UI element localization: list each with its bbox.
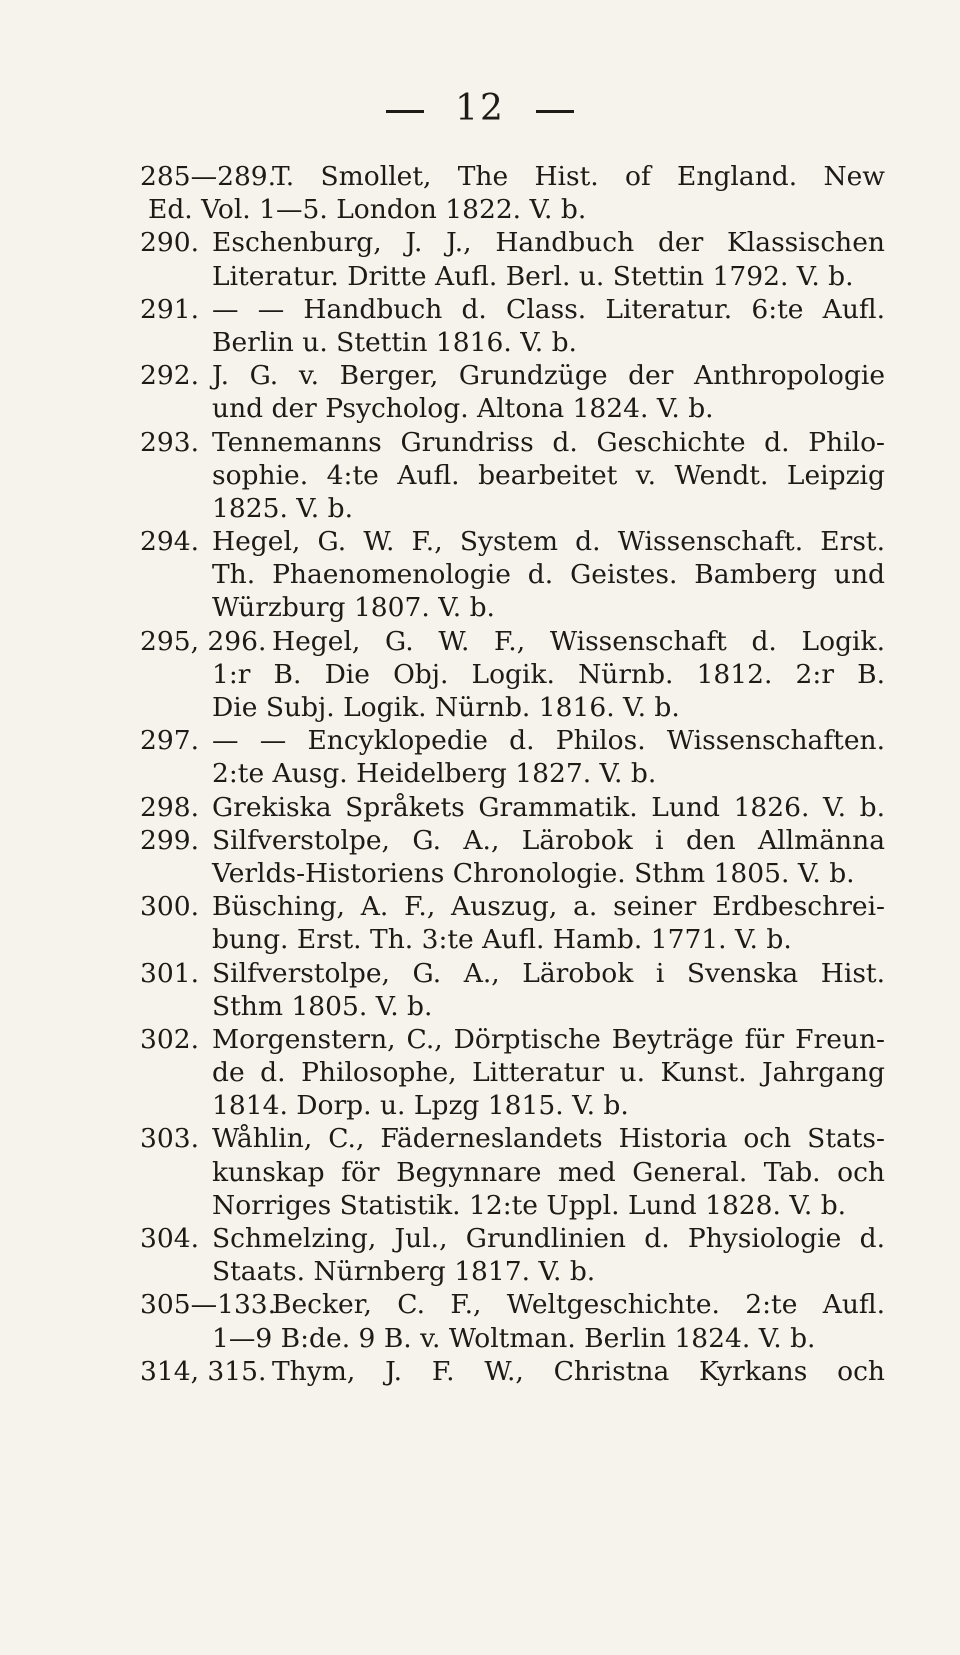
catalog-entry	[140, 1355, 885, 1388]
page-header	[0, 88, 960, 129]
entry-number: 304.	[140, 1223, 200, 1254]
entry-text: Sthm 1805. V. b.	[212, 990, 433, 1022]
entry-line	[140, 1056, 885, 1089]
catalog-entry	[140, 525, 885, 625]
entry-text: Ed. Vol. 1—5. London 1822. V. b.	[148, 194, 587, 226]
catalog-entry	[140, 359, 885, 425]
entry-line	[140, 525, 885, 558]
entry-text: J. G. v. Berger, Grundzüge der Anthropologie	[212, 360, 885, 392]
entry-text: kunskap för Begynnare med General. Tab. och	[212, 1156, 885, 1188]
entry-text: de d. Philosophe, Litteratur u. Kunst. Jahrgang	[212, 1057, 885, 1089]
entry-line	[140, 990, 885, 1023]
entry-line	[140, 625, 885, 658]
entry-line	[140, 658, 885, 691]
entry-text: 1814. Dorp. u. Lpzg 1815. V. b.	[212, 1090, 629, 1122]
catalog-entry	[140, 160, 885, 226]
catalog-entry	[140, 890, 885, 956]
entry-line	[140, 293, 885, 326]
entry-line	[140, 957, 885, 990]
entry-line	[140, 558, 885, 591]
catalog-entry	[140, 1023, 885, 1123]
entry-line	[140, 226, 885, 259]
entry-number: 314, 315.	[140, 1355, 267, 1387]
entry-line	[140, 857, 885, 890]
entry-text: Berlin u. Stettin 1816. V. b.	[212, 326, 577, 358]
entry-line	[140, 1089, 885, 1122]
entry-text: 2:te Ausg. Heidelberg 1827. V. b.	[212, 758, 657, 790]
entry-text: Verlds-Historiens Chronologie. Sthm 1805. V. b.	[212, 857, 855, 889]
entry-number: 285—289.	[140, 161, 277, 192]
entry-line	[140, 359, 885, 392]
entry-number: 298.	[140, 791, 200, 823]
entry-line	[140, 326, 885, 359]
entry-line	[140, 1322, 885, 1355]
entry-text: — — Encyklopedie d. Philos. Wissenschaften.	[212, 725, 885, 757]
entry-text: Literatur. Dritte Aufl. Berl. u. Stettin 1792. V. b.	[212, 260, 854, 292]
entry-text: Eschenburg, J. J., Handbuch der Klassischen	[212, 227, 885, 259]
entry-text: Norriges Statistik. 12:te Uppl. Lund 1828. V. b.	[212, 1189, 847, 1221]
entry-text: T. Smollet, The Hist. of England. New	[272, 161, 885, 192]
entry-line	[140, 459, 885, 492]
catalog-entry	[140, 293, 885, 359]
entry-line	[140, 923, 885, 956]
entry-line	[140, 193, 885, 226]
entry-line	[140, 1288, 885, 1321]
catalog-entry	[140, 1288, 885, 1354]
entry-text: Grekiska Språkets Grammatik. Lund 1826. V. b.	[212, 791, 885, 823]
entry-number: 302.	[140, 1023, 200, 1055]
entry-text: Silfverstolpe, G. A., Lärobok i den Allmänna	[212, 824, 885, 856]
entry-line	[140, 492, 885, 525]
entry-text: 1:r B. Die Obj. Logik. Nürnb. 1812. 2:r B.	[212, 658, 885, 690]
entry-text: Die Subj. Logik. Nürnb. 1816. V. b.	[212, 692, 680, 723]
entry-line	[140, 1156, 885, 1189]
entry-number: 305—133.	[140, 1289, 277, 1321]
entry-line	[140, 392, 885, 425]
entry-text: — — Handbuch d. Class. Literatur. 6:te Aufl.	[212, 293, 885, 325]
entry-text: Wåhlin, C., Fäderneslandets Historia och Stats-	[212, 1123, 885, 1155]
entry-line	[140, 1355, 885, 1388]
entry-text: Schmelzing, Jul., Grundlinien d. Physiologie d.	[212, 1223, 885, 1254]
entry-line	[140, 591, 885, 624]
entry-number: 300.	[140, 891, 200, 923]
header-dash-right	[536, 110, 574, 113]
entry-line	[140, 724, 885, 757]
catalog-entry	[140, 625, 885, 725]
entry-number: 299.	[140, 824, 200, 856]
entry-line	[140, 691, 885, 724]
catalog-entries	[140, 160, 885, 1388]
entry-text: Silfverstolpe, G. A., Lärobok i Svenska Hist.	[212, 957, 885, 989]
entry-number: 292.	[140, 360, 200, 392]
entry-number: 301.	[140, 957, 200, 989]
entry-line	[140, 1189, 885, 1222]
entry-line	[140, 1255, 885, 1288]
entry-text: Hegel, G. W. F., Wissenschaft d. Logik.	[272, 625, 885, 657]
entry-line	[140, 1023, 885, 1056]
entry-line	[140, 757, 885, 790]
catalog-entry	[140, 426, 885, 526]
entry-line	[140, 791, 885, 824]
catalog-entry	[140, 724, 885, 790]
entry-line	[140, 260, 885, 293]
entry-text: Th. Phaenomenologie d. Geistes. Bamberg und	[212, 559, 885, 591]
entry-text: bung. Erst. Th. 3:te Aufl. Hamb. 1771. V. b.	[212, 924, 792, 956]
entry-number: 290.	[140, 227, 200, 259]
entry-text: Morgenstern, C., Dörptische Beyträge für Freun-	[212, 1023, 885, 1055]
entry-text: Würzburg 1807. V. b.	[212, 592, 495, 624]
entry-text: Hegel, G. W. F., System d. Wissenschaft. Erst.	[212, 526, 885, 558]
catalog-entry	[140, 957, 885, 1023]
catalog-entry	[140, 1122, 885, 1222]
entry-text: Becker, C. F., Weltgeschichte. 2:te Aufl.	[272, 1289, 885, 1321]
entry-text: Büsching, A. F., Auszug, a. seiner Erdbeschrei-	[212, 891, 885, 923]
catalog-entry	[140, 1222, 885, 1288]
entry-text: und der Psycholog. Altona 1824. V. b.	[212, 393, 714, 425]
entry-line	[140, 1222, 885, 1255]
entry-number: 294.	[140, 526, 200, 558]
entry-line	[140, 890, 885, 923]
entry-number: 303.	[140, 1123, 200, 1155]
entry-text: Staats. Nürnberg 1817. V. b.	[212, 1256, 596, 1288]
entry-line	[140, 1122, 885, 1155]
page-number: 12	[455, 88, 505, 129]
entry-number: 293.	[140, 426, 200, 458]
entry-number: 295, 296.	[140, 625, 267, 657]
catalog-entry	[140, 824, 885, 890]
entry-text: Tennemanns Grundriss d. Geschichte d. Philo-	[212, 426, 885, 458]
entry-line	[140, 160, 885, 193]
header-dash-left	[386, 110, 424, 113]
entry-text: 1825. V. b.	[212, 492, 354, 524]
entry-text: sophie. 4:te Aufl. bearbeitet v. Wendt. Leipzig	[212, 459, 885, 491]
entry-line	[140, 824, 885, 857]
entry-number: 291.	[140, 293, 200, 325]
catalog-entry	[140, 226, 885, 292]
entry-text: 1—9 B:de. 9 B. v. Woltman. Berlin 1824. V. b.	[212, 1322, 816, 1354]
catalog-entry	[140, 791, 885, 824]
entry-line	[140, 426, 885, 459]
entry-text: Thym, J. F. W., Christna Kyrkans och	[272, 1355, 885, 1387]
entry-number: 297.	[140, 725, 200, 757]
